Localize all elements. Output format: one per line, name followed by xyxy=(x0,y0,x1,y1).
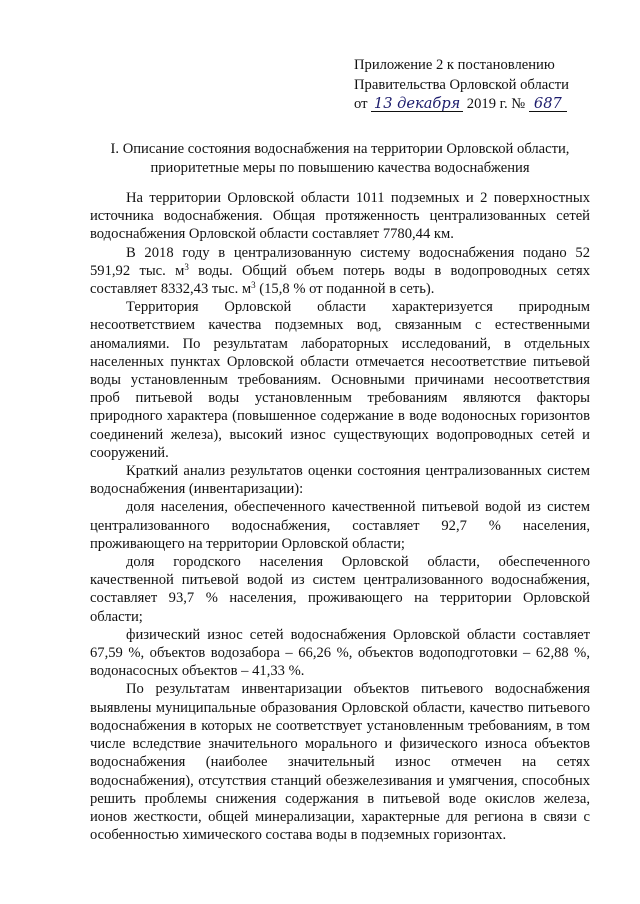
paragraph-water-supply-text-c: (15,8 % от поданной в сеть). xyxy=(255,281,435,298)
year-number-label: 2019 г. № xyxy=(466,96,526,112)
section-title-line-1: I. Описание состояния водоснабжения на территории Орловской области, xyxy=(110,141,570,157)
paragraph-inventory-results: По результатам инвентаризации объектов питьевого водоснабжения выявлены муниципальные образования Орловской области, качество питьевого водоснабжения в которых не соответствует установленным требованиям, в том числе вследствие значительного морального и физического износа объектов водоснабжения (наиболее значительный износ отмечен на сетях водоснабжения), отсутствия станций обезжелезивания и умягчения, способных решить проблемы снижения содержания в питьевой воде окислов железа, ионов жесткости, общей минерализации, характерные для региона в связи с особенностью химического состава воды в подземных горизонтах. xyxy=(90,681,590,844)
document-body xyxy=(90,189,590,844)
paragraph-water-supply-volume xyxy=(90,244,590,299)
paragraph-sources: На территории Орловской области 1011 подземных и 2 поверхностных источника водоснабжения. Общая протяженность централизованных сетей водоснабжения Орловской области составляет 7780,44 км. xyxy=(90,190,590,243)
superscript-3: 3 xyxy=(184,261,189,272)
section-title-line-2: приоритетные меры по повышению качества водоснабжения xyxy=(150,160,530,176)
handwritten-date: 13 декабря xyxy=(371,96,463,112)
paragraph-analysis-intro: Краткий анализ результатов оценки состояния централизованных систем водоснабжения (инвентаризации): xyxy=(90,463,590,498)
appendix-header xyxy=(354,56,614,115)
handwritten-number: 687 xyxy=(529,96,567,112)
paragraph-urban-population-share: доля городского населения Орловской области, обеспеченного качественной питьевой водой из систем централизованного водоснабжения, составляет 93,7 % населения, проживающего на территории Орловской области; xyxy=(90,554,590,625)
paragraph-population-share: доля населения, обеспеченного качественной питьевой водой из систем централизованного водоснабжения, составляет 92,7 % населения, проживающего на территории Орловской области; xyxy=(90,499,590,552)
header-line-government: Правительства Орловской области xyxy=(354,76,569,93)
header-line-appendix: Приложение 2 к постановлению xyxy=(354,57,555,73)
paragraph-water-supply-text-b: воды. Общий объем потерь воды в водопроводных сетях составляет 8332,43 тыс. м xyxy=(90,262,590,298)
date-prefix: от xyxy=(354,96,368,112)
superscript-3: 3 xyxy=(251,280,256,291)
paragraph-physical-wear: физический износ сетей водоснабжения Орловской области составляет 67,59 %, объектов водозабора – 66,26 %, объектов водоподготовки – 62,88 %, водонасосных объектов – 41,33 %. xyxy=(90,626,590,680)
paragraph-water-supply-text-a: В 2018 году в централизованную систему водоснабжения подано 52 591,92 тыс. м xyxy=(90,244,590,279)
section-title xyxy=(90,140,590,178)
paragraph-water-quality: Территория Орловской области характеризуется природным несоответствием качества подземных вод, связанным с естественными аномалиями. По результатам лабораторных исследований, в отдельных населенных пунктах Орловской области отмечается несоответствие питьевой воды установленным требованиям. Основными причинами несоответствия проб питьевой воды установленным требованиям являются факторы природного характера (повышенное содержание в воде водоносных горизонтов соединений железа), высокий износ существующих водопроводных сетей и сооружений. xyxy=(90,299,590,461)
header-line-date xyxy=(354,95,614,115)
